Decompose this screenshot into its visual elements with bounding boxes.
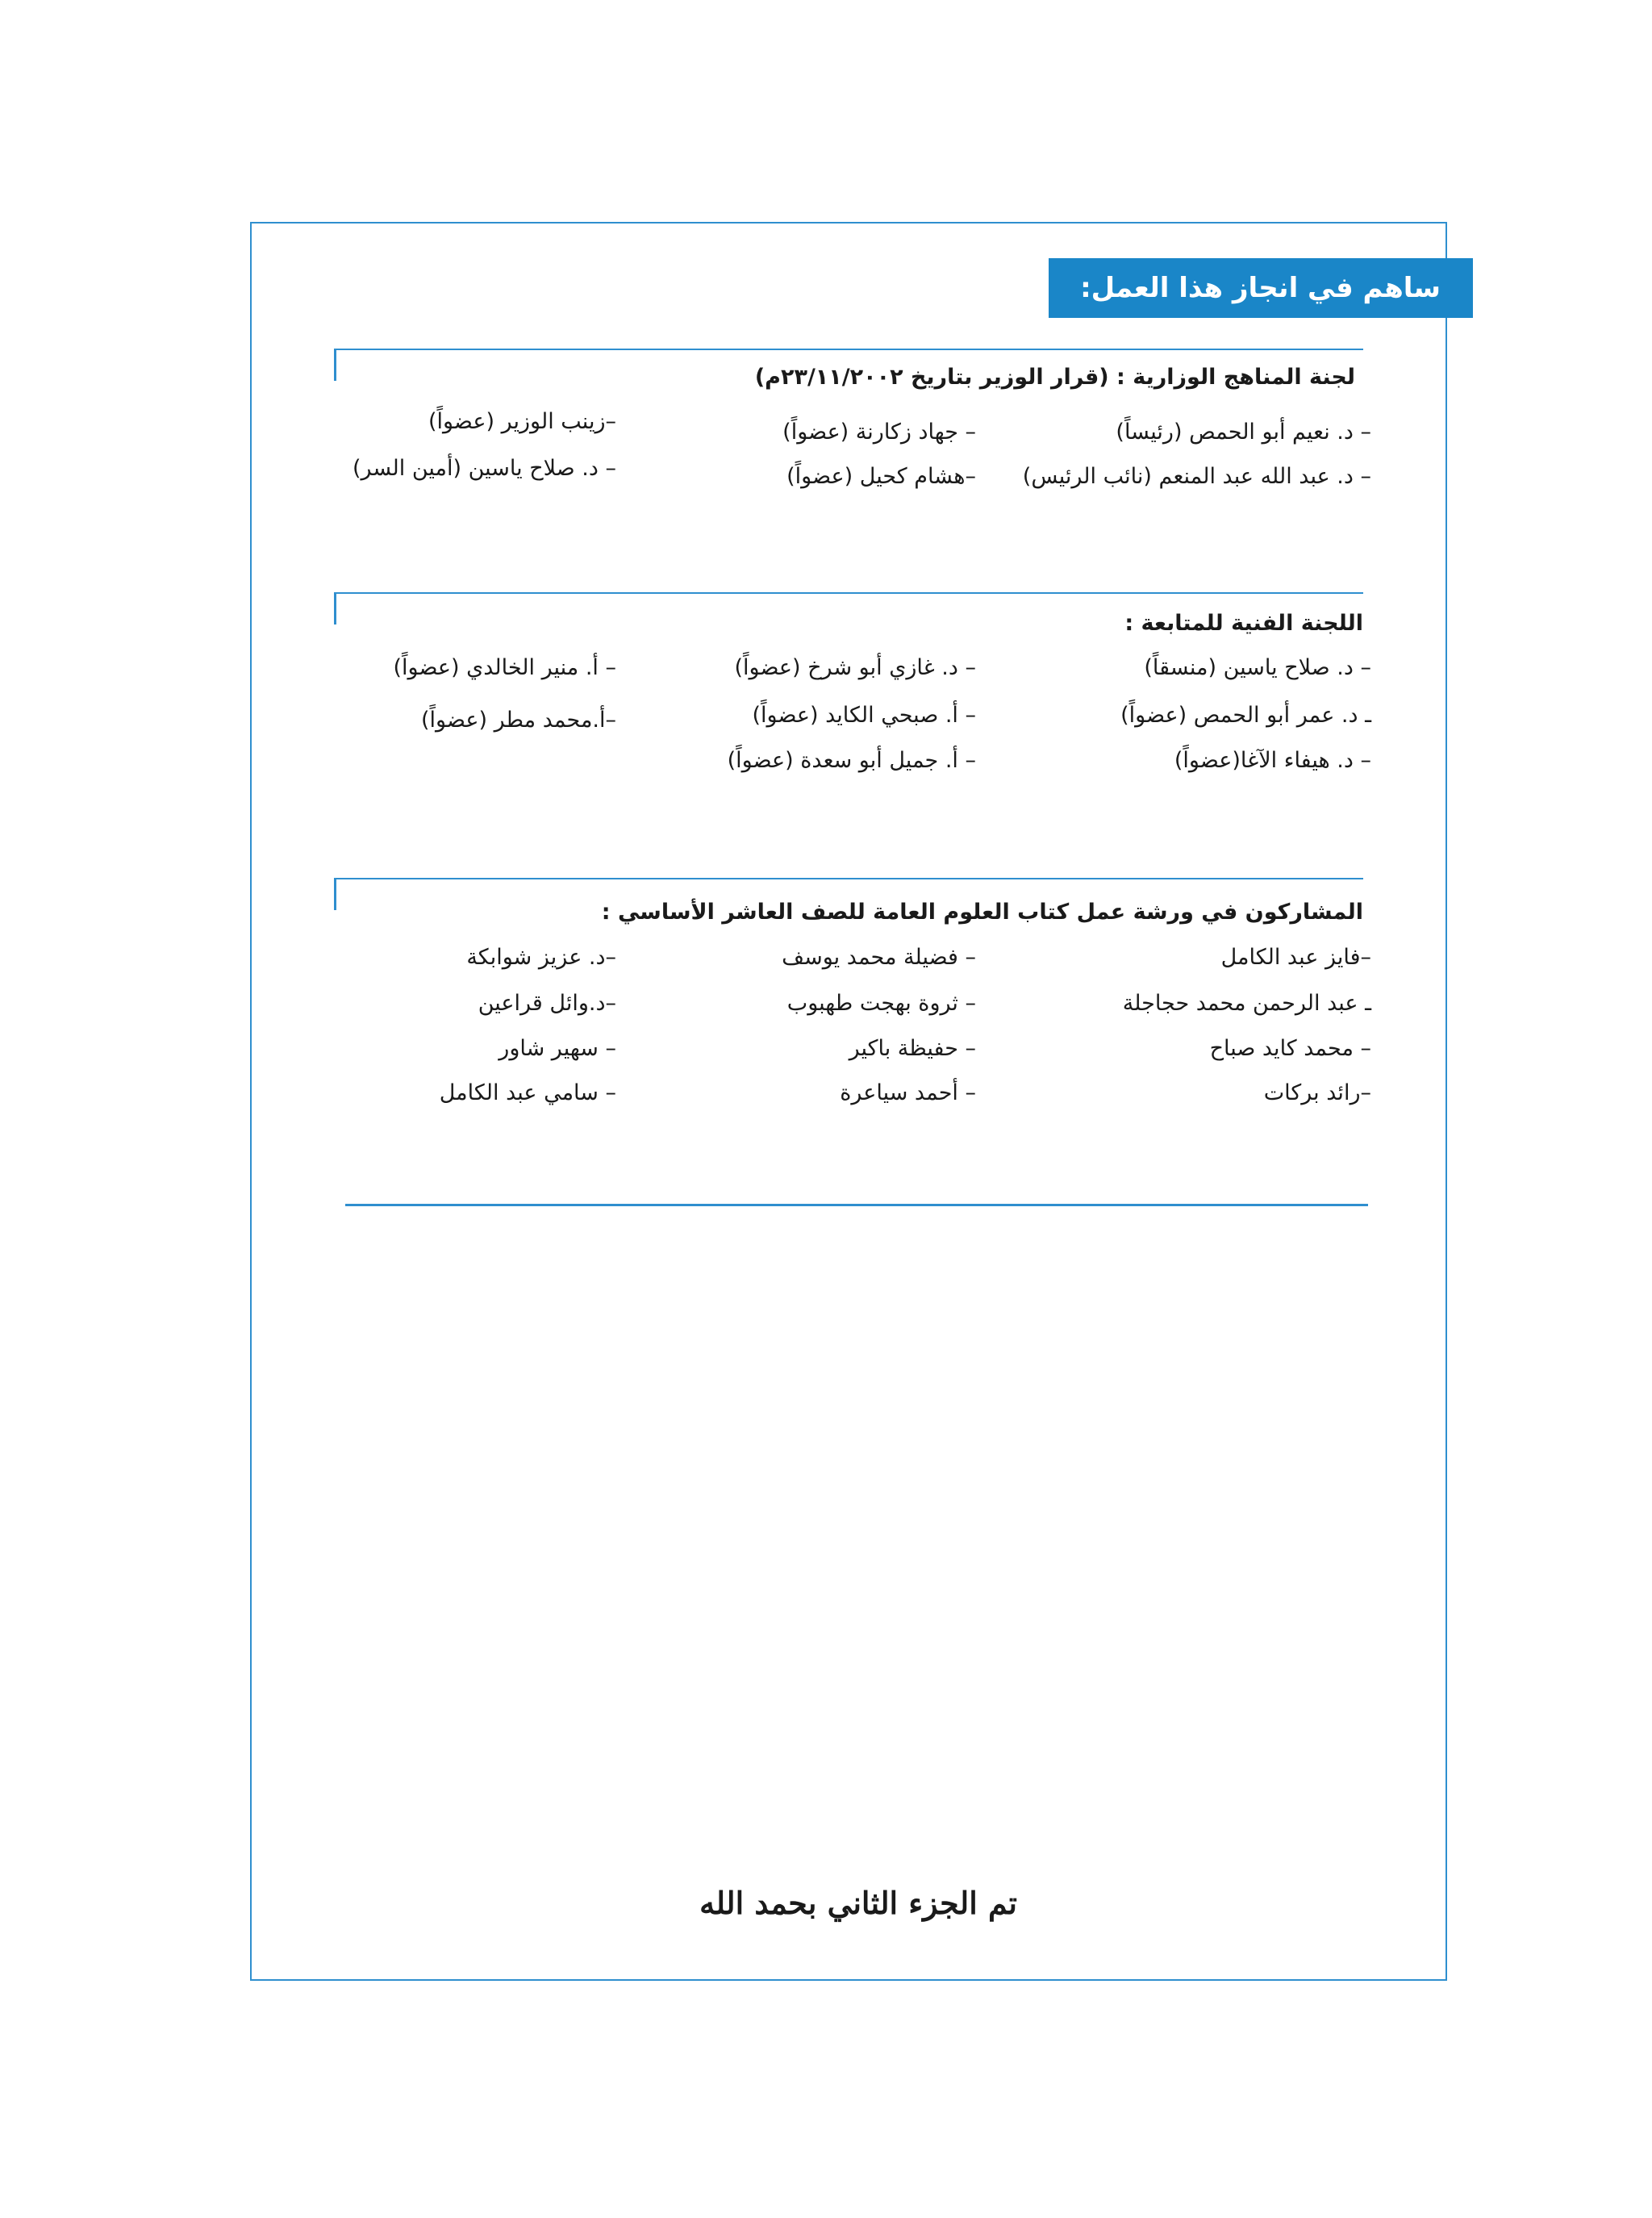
- section-1-heading: لجنة المناهج الوزارية : (قرار الوزير بتاريخ ٢٣/١١/٢٠٠٢م): [754, 365, 1355, 390]
- closing-rule: [345, 1204, 1368, 1206]
- section-3-rule: [334, 878, 1363, 879]
- list-item: – ثروة بهجت طهبوب: [786, 991, 976, 1016]
- list-item: ـ د. عمر أبو الحمص (عضواً): [1120, 703, 1371, 728]
- section-1-rule: [334, 349, 1363, 350]
- list-item: – محمد كايد صباح: [1209, 1036, 1371, 1061]
- list-item: – د. عبد الله عبد المنعم (نائب الرئيس): [1022, 464, 1371, 489]
- list-item: – حفيظة باكير: [849, 1036, 976, 1061]
- list-item: – أ. منير الخالدي (عضواً): [393, 655, 616, 680]
- section-3-heading: المشاركون في ورشة عمل كتاب العلوم العامة للصف العاشر الأساسي :: [601, 900, 1363, 925]
- section-2-rule: [334, 592, 1363, 594]
- list-item: –رائد بركات: [1263, 1080, 1371, 1105]
- page-title: [1049, 258, 1473, 318]
- list-item: –زينب الوزير (عضواً): [428, 409, 616, 434]
- list-item: – فضيلة محمد يوسف: [782, 945, 976, 970]
- page-title-text: ساهم في انجاز هذا العمل:: [1080, 272, 1441, 304]
- list-item: –أ.محمد مطر (عضواً): [421, 708, 616, 733]
- list-item: – د. صلاح ياسين (أمين السر): [353, 456, 616, 481]
- list-item: – د. غازي أبو شرخ (عضواً): [734, 655, 976, 680]
- list-item: – أحمد سياعرة: [840, 1080, 976, 1105]
- section-1-tick: [334, 349, 336, 381]
- closing-statement: تم الجزء الثاني بحمد الله: [699, 1885, 1017, 1921]
- list-item: – د. هيفاء الآغا(عضواً): [1174, 748, 1371, 773]
- list-item: – د. صلاح ياسين (منسقاً): [1144, 655, 1371, 680]
- list-item: –د.وائل قراعين: [478, 991, 616, 1016]
- list-item: ـ عبد الرحمن محمد حجاجلة: [1122, 991, 1371, 1016]
- section-3-tick: [334, 878, 336, 910]
- list-item: – د. نعيم أبو الحمص (رئيساً): [1116, 420, 1371, 445]
- list-item: – جهاد زكارنة (عضواً): [782, 420, 976, 445]
- list-item: –هشام كحيل (عضواً): [786, 464, 976, 489]
- list-item: – أ. جميل أبو سعدة (عضواً): [727, 748, 976, 773]
- list-item: – سامي عبد الكامل: [439, 1080, 616, 1105]
- list-item: –فايز عبد الكامل: [1220, 945, 1371, 970]
- section-2-heading: اللجنة الفنية للمتابعة :: [1124, 611, 1363, 636]
- list-item: –د. عزيز شوابكة: [466, 945, 616, 970]
- list-item: – سهير شاور: [499, 1036, 616, 1061]
- list-item: – أ. صبحي الكايد (عضواً): [752, 703, 976, 728]
- section-2-tick: [334, 592, 336, 624]
